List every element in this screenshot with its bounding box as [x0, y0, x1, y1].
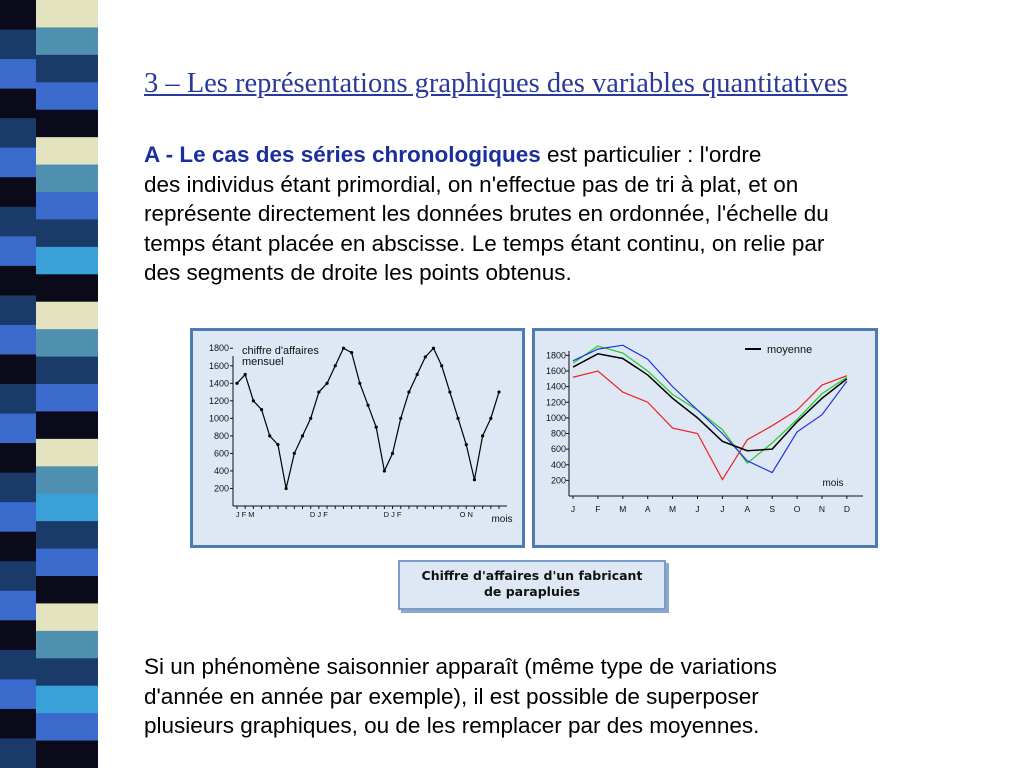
- data-point: [407, 390, 410, 393]
- paragraph1-line1-rest: est particulier : l'ordre: [540, 142, 762, 167]
- side-strip-segment: [36, 713, 98, 741]
- data-point: [342, 347, 345, 350]
- data-point: [260, 408, 263, 411]
- paragraph1-line3: représente directement les données brutes en ordonnée, l'échelle du: [144, 201, 829, 226]
- slide-title: 3 – Les représentations graphiques des variables quantitatives: [144, 68, 848, 99]
- side-strip-segment: [0, 384, 36, 414]
- data-point: [497, 390, 500, 393]
- monthly-revenue-chart: [190, 328, 525, 548]
- data-point: [473, 478, 476, 481]
- x-tick-label: D J F: [383, 510, 402, 519]
- side-strip-segment: [36, 165, 98, 193]
- data-point: [325, 382, 328, 385]
- y-tick-label: 1800: [208, 343, 229, 354]
- data-point: [465, 443, 468, 446]
- side-strip-segment: [0, 207, 36, 237]
- side-strip-segment: [0, 561, 36, 591]
- data-point: [293, 452, 296, 455]
- y-tick-label: 800: [213, 430, 229, 441]
- x-tick-label: J: [695, 504, 700, 514]
- side-strip-segment: [36, 494, 98, 522]
- data-point: [285, 487, 288, 490]
- data-point: [252, 399, 255, 402]
- data-point: [350, 351, 353, 354]
- side-strip-segment: [36, 274, 98, 302]
- data-point: [456, 417, 459, 420]
- x-tick-label: N: [818, 504, 826, 514]
- side-strip-segment: [36, 247, 98, 275]
- side-strip-segment: [36, 411, 98, 439]
- side-strip-segment: [36, 576, 98, 604]
- data-point: [235, 382, 238, 385]
- side-strip-segment: [0, 738, 36, 768]
- side-strip-segment: [36, 82, 98, 110]
- side-strip-segment: [36, 357, 98, 385]
- legend-label: moyenne: [767, 344, 813, 356]
- x-tick-label: A: [644, 504, 651, 514]
- side-strip-segment: [36, 741, 98, 768]
- y-tick-label: 1000: [545, 412, 566, 423]
- y-tick-label: 400: [213, 465, 229, 476]
- y-tick-label: 800: [550, 428, 566, 439]
- side-strip-segment: [0, 118, 36, 148]
- data-point: [309, 417, 312, 420]
- x-axis-label: mois: [491, 514, 513, 525]
- side-strip-segment: [0, 473, 36, 503]
- caption-line2: de parapluies: [483, 584, 581, 599]
- paragraph1-line4: temps étant placée en abscisse. Le temps étant continu, on relie par: [144, 230, 825, 256]
- y-tick-label: 1400: [208, 378, 229, 389]
- y-tick-label: 1600: [208, 360, 229, 371]
- side-strip-segment: [0, 148, 36, 178]
- side-strip-segment: [0, 59, 36, 89]
- data-point: [391, 452, 394, 455]
- x-axis-label: mois: [822, 478, 844, 489]
- paragraph-seasonal: [144, 652, 1014, 741]
- side-strip-segment: [36, 110, 98, 138]
- side-strip-segment: [0, 325, 36, 355]
- data-point: [317, 390, 320, 393]
- data-point: [432, 347, 435, 350]
- side-strip-segment: [36, 603, 98, 631]
- side-strip-segment: [36, 439, 98, 467]
- data-point: [489, 417, 492, 420]
- side-strip-segment: [0, 502, 36, 532]
- side-strip-segment: [0, 236, 36, 266]
- data-point: [440, 364, 443, 367]
- side-strip-segment: [36, 658, 98, 686]
- side-strip-segment: [0, 650, 36, 680]
- side-strip-segment: [0, 295, 36, 325]
- y-tick-label: 600: [213, 448, 229, 459]
- data-point: [416, 373, 419, 376]
- x-tick-label: A: [744, 504, 751, 514]
- data-point: [448, 390, 451, 393]
- chart-title: chiffre d'affaires: [242, 345, 319, 357]
- side-strip-segment: [0, 354, 36, 384]
- side-strip-segment: [36, 686, 98, 714]
- monthly-revenue-chart-svg: [193, 331, 522, 545]
- data-point: [244, 373, 247, 376]
- x-tick-label: J: [570, 504, 576, 514]
- x-tick-label: D: [843, 504, 850, 514]
- data-point: [383, 469, 386, 472]
- data-point: [424, 355, 427, 358]
- paragraph-chronological-series: [144, 140, 1014, 288]
- average-revenue-chart: [532, 328, 878, 548]
- side-strip-segment: [36, 302, 98, 330]
- paragraph1-line5: des segments de droite les points obtenus.: [144, 260, 572, 285]
- x-tick-label: M: [669, 504, 677, 514]
- series-line: [573, 345, 847, 472]
- data-point: [366, 404, 369, 407]
- y-tick-label: 1000: [208, 413, 229, 424]
- y-tick-label: 1200: [545, 397, 566, 408]
- side-strip-segment: [36, 0, 98, 28]
- data-point: [375, 426, 378, 429]
- series-line: [573, 354, 847, 451]
- side-strip-segment: [0, 266, 36, 296]
- data-point: [334, 364, 337, 367]
- side-strip-segment: [36, 219, 98, 247]
- side-strip-segment: [0, 443, 36, 473]
- paragraph1-line2: des individus étant primordial, on n'effectue pas de tri à plat, et on: [144, 171, 799, 197]
- y-tick-label: 400: [550, 459, 566, 470]
- side-strip-segment: [36, 466, 98, 494]
- side-strip-segment: [36, 631, 98, 659]
- side-strip-segment: [0, 89, 36, 119]
- data-point: [301, 434, 304, 437]
- x-tick-label: O: [793, 504, 801, 514]
- chart-title-line2: mensuel: [242, 356, 284, 368]
- side-strip-segment: [36, 521, 98, 549]
- side-strip-segment: [0, 532, 36, 562]
- side-strip-segment: [0, 679, 36, 709]
- y-tick-label: 200: [550, 475, 566, 486]
- data-point: [276, 443, 279, 446]
- x-tick-label: J: [720, 504, 725, 514]
- side-strip-segment: [36, 27, 98, 55]
- decorative-side-strip: [0, 0, 120, 768]
- caption-line1: Chiffre d'affaires d'un fabricant: [421, 568, 643, 583]
- highlight-heading: A - Le cas des séries chronologiques: [144, 142, 541, 167]
- series-line: [237, 348, 499, 488]
- data-point: [358, 382, 361, 385]
- x-tick-label: S: [769, 504, 776, 514]
- x-tick-label: J F M: [235, 510, 255, 519]
- paragraph2-line1: Si un phénomène saisonnier apparaît (même type de variations: [144, 654, 777, 679]
- y-tick-label: 200: [213, 483, 229, 494]
- data-point: [399, 417, 402, 420]
- side-strip-segment: [36, 329, 98, 357]
- data-point: [481, 434, 484, 437]
- y-tick-label: 1600: [545, 366, 566, 376]
- y-tick-label: 1400: [545, 381, 566, 392]
- y-tick-label: 1200: [208, 395, 229, 406]
- paragraph2-line3: plusieurs graphiques, ou de les remplacer par des moyennes.: [144, 713, 760, 738]
- side-strip-segment: [0, 30, 36, 60]
- x-tick-label: F: [595, 504, 601, 514]
- side-strip-segment: [36, 549, 98, 577]
- series-line: [573, 346, 847, 463]
- y-tick-label: 1800: [545, 350, 566, 361]
- side-strip-segment: [0, 591, 36, 621]
- x-tick-label: D J F: [309, 510, 328, 519]
- side-strip-segment: [0, 414, 36, 444]
- average-revenue-chart-svg: [535, 331, 875, 545]
- side-strip-segment: [0, 177, 36, 207]
- x-tick-label: M: [619, 504, 627, 514]
- paragraph2-line2: d'année en année par exemple), il est possible de superposer: [144, 683, 759, 709]
- data-point: [268, 434, 271, 437]
- side-strip-segment: [36, 384, 98, 412]
- side-strip-segment: [0, 620, 36, 650]
- y-tick-label: 600: [550, 444, 566, 455]
- side-strip-segment: [36, 55, 98, 83]
- side-strip-segment: [36, 137, 98, 165]
- chart-caption: [398, 560, 666, 610]
- side-strip-segment: [0, 709, 36, 739]
- side-strip-segment: [36, 192, 98, 220]
- side-strip-segment: [0, 0, 36, 30]
- x-tick-label: O N: [459, 510, 473, 519]
